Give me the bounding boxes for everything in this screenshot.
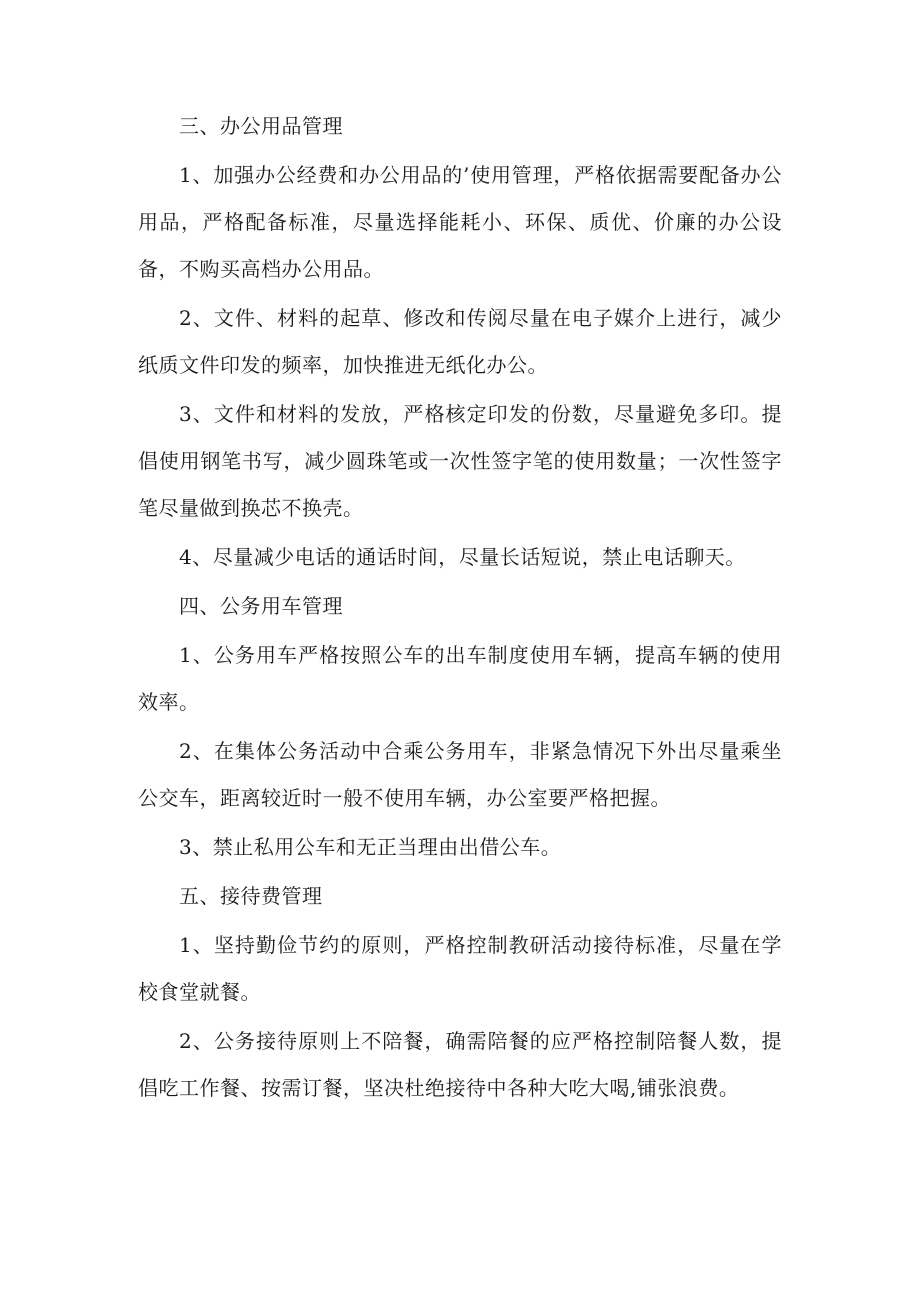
paragraph: 1、公务用车严格按照公车的出车制度使用车辆，提高车辆的使用效率。 [138,643,782,714]
section-heading-official-vehicles: 四、公务用车管理 [179,594,343,618]
paragraph: 2、文件、材料的起草、修改和传阅尽量在电子媒介上进行，减少纸质文件印发的频率，加快推进无纸化办公。 [138,306,782,377]
paragraph: 2、公务接待原则上不陪餐，确需陪餐的应严格控制陪餐人数，提倡吃工作餐、按需订餐，坚决杜绝接待中各种大吃大喝,铺张浪费。 [138,1029,782,1100]
paragraph: 3、文件和材料的发放，严格核定印发的份数，尽量避免多印。提倡使用钢笔书写，减少圆珠笔或一次性签字笔的使用数量；一次性签字笔尽量做到换芯不换壳。 [138,402,782,520]
document-body [138,103,782,1112]
paragraph: 3、禁止私用公车和无正当理由出借公车。 [179,835,562,859]
paragraph: 4、尽量减少电话的通话时间，尽量长话短说，禁止电话聊天。 [179,545,746,569]
section-heading-office-supplies: 三、办公用品管理 [179,114,343,138]
section-heading-reception-expenses: 五、接待费管理 [179,884,323,908]
paragraph: 2、在集体公务活动中合乘公务用车，非紧急情况下外出尽量乘坐公交车，距离较近时一般不使用车辆，办公室要严格把握。 [138,739,782,810]
paragraph: 1、加强办公经费和办公用品的’使用管理，严格依据需要配备办公用品，严格配备标准，尽量选择能耗小、环保、质优、价廉的办公设备，不购买高档办公用品。 [138,163,782,281]
paragraph: 1、坚持勤俭节约的原则，严格控制教研活动接待标准，尽量在学校食堂就餐。 [138,933,782,1004]
